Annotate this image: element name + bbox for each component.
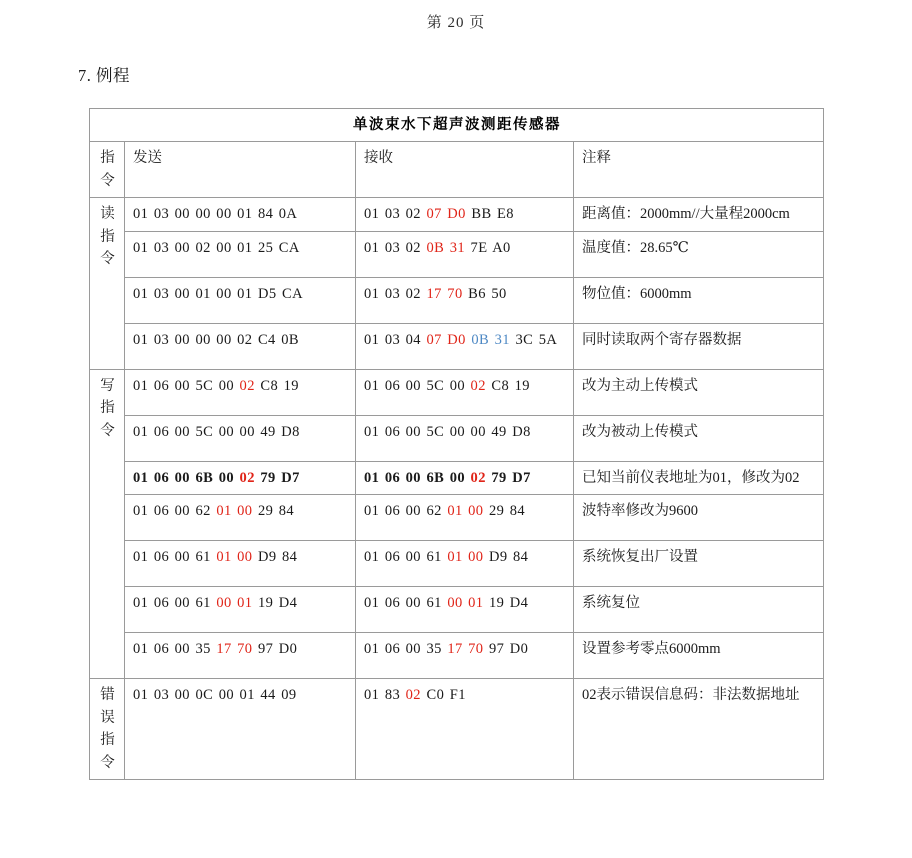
column-header-receive: 接收 — [356, 142, 574, 198]
send-frame-cell — [125, 369, 356, 415]
group-label: 读指令 — [100, 206, 115, 268]
table-row — [90, 541, 824, 587]
receive-frame-cell — [356, 461, 574, 494]
hex-highlight: 0B 31 — [426, 239, 466, 256]
send-frame-cell — [125, 541, 356, 587]
note-cell: 设置参考零点6000mm — [574, 633, 824, 679]
send-frame-cell — [125, 323, 356, 369]
hex-segment: 01 03 02 — [364, 285, 427, 302]
group-label: 写指令 — [100, 377, 115, 439]
send-frame-cell — [125, 495, 356, 541]
hex-segment: 01 06 00 5C 00 00 49 D8 — [133, 423, 300, 440]
hex-segment: 01 06 00 61 — [133, 549, 217, 566]
hex-segment: C0 F1 — [420, 687, 466, 704]
command-table-container — [89, 108, 823, 780]
hex-segment: B6 50 — [462, 285, 507, 302]
hex-highlight: 02 — [239, 469, 255, 486]
hex-segment: 01 06 00 5C 00 00 49 D8 — [364, 423, 531, 440]
hex-segment: 01 06 00 61 — [133, 595, 217, 612]
group-label-cell — [90, 679, 125, 780]
hex-segment: 29 84 — [252, 503, 295, 520]
send-frame-cell — [125, 679, 356, 780]
send-frame-cell — [125, 633, 356, 679]
note-cell: 改为主动上传模式 — [574, 369, 824, 415]
hex-segment: 19 D4 — [252, 595, 298, 612]
column-header-group-label: 指令 — [100, 150, 115, 189]
column-header-group — [90, 142, 125, 198]
send-frame-cell — [125, 461, 356, 494]
receive-frame-cell — [356, 633, 574, 679]
table-row — [90, 495, 824, 541]
send-frame-cell — [125, 415, 356, 461]
hex-segment: 01 06 00 6B 00 — [133, 469, 240, 486]
hex-segment: 01 03 02 — [364, 206, 427, 223]
receive-frame-cell — [356, 587, 574, 633]
hex-segment: 01 03 00 02 00 01 25 CA — [133, 239, 300, 256]
hex-highlight: 00 01 — [216, 595, 253, 612]
table-title: 单波束水下超声波测距传感器 — [90, 109, 824, 142]
hex-segment: 97 D0 — [252, 641, 298, 658]
command-table — [89, 108, 824, 780]
table-row — [90, 587, 824, 633]
column-header-send: 发送 — [125, 142, 356, 198]
note-cell: 02表示错误信息码：非法数据地址 — [574, 679, 824, 780]
note-cell: 波特率修改为9600 — [574, 495, 824, 541]
note-cell: 改为被动上传模式 — [574, 415, 824, 461]
receive-frame-cell — [356, 415, 574, 461]
table-row — [90, 679, 824, 780]
hex-highlight: 07 D0 — [426, 331, 466, 348]
table-row — [90, 231, 824, 277]
table-header-row — [90, 142, 824, 198]
hex-segment: 3C 5A — [509, 331, 558, 348]
send-frame-cell — [125, 198, 356, 231]
note-cell: 系统恢复出厂设置 — [574, 541, 824, 587]
receive-frame-cell — [356, 277, 574, 323]
hex-segment: 79 D7 — [485, 469, 531, 486]
hex-segment: 79 D7 — [254, 469, 300, 486]
hex-highlight: 02 — [470, 377, 486, 394]
hex-segment: 7E A0 — [465, 239, 511, 256]
page-header-number: 第 20 页 — [426, 15, 486, 31]
hex-highlight: 01 00 — [447, 503, 484, 520]
hex-segment: 01 06 00 35 — [364, 641, 448, 658]
hex-segment: 01 06 00 35 — [133, 641, 217, 658]
hex-segment: 01 06 00 5C 00 — [364, 377, 471, 394]
hex-segment: 29 84 — [483, 503, 526, 520]
table-row — [90, 323, 824, 369]
hex-segment: 01 06 00 5C 00 — [133, 377, 240, 394]
table-row — [90, 461, 824, 494]
table-row — [90, 277, 824, 323]
hex-segment: C8 19 — [254, 377, 299, 394]
table-row — [90, 369, 824, 415]
receive-frame-cell — [356, 679, 574, 780]
hex-segment: D9 84 — [483, 549, 529, 566]
section-title: 7. 例程 — [78, 66, 130, 85]
table-title-row — [90, 109, 824, 142]
column-header-note: 注释 — [574, 142, 824, 198]
table-row — [90, 415, 824, 461]
hex-highlight: 0B 31 — [471, 331, 510, 348]
hex-segment: 01 06 00 61 — [364, 595, 448, 612]
receive-frame-cell — [356, 495, 574, 541]
hex-segment: 01 83 — [364, 687, 406, 704]
hex-segment: 01 06 00 61 — [364, 549, 448, 566]
hex-segment: 01 03 00 01 00 01 D5 CA — [133, 285, 303, 302]
hex-highlight: 17 70 — [216, 641, 253, 658]
hex-segment: 01 06 00 62 — [133, 503, 217, 520]
receive-frame-cell — [356, 231, 574, 277]
receive-frame-cell — [356, 198, 574, 231]
hex-highlight: 01 00 — [216, 503, 253, 520]
group-label: 错误指令 — [100, 687, 115, 771]
hex-segment: 97 D0 — [483, 641, 529, 658]
hex-segment: D9 84 — [252, 549, 298, 566]
send-frame-cell — [125, 231, 356, 277]
hex-segment: 01 06 00 62 — [364, 503, 448, 520]
hex-highlight: 01 00 — [447, 549, 484, 566]
send-frame-cell — [125, 277, 356, 323]
receive-frame-cell — [356, 541, 574, 587]
send-frame-cell — [125, 587, 356, 633]
hex-highlight: 02 — [470, 469, 486, 486]
hex-segment: 01 03 00 0C 00 01 44 09 — [133, 687, 297, 704]
hex-segment: 19 D4 — [483, 595, 529, 612]
hex-segment: 01 03 00 00 00 01 84 0A — [133, 206, 298, 223]
note-cell: 距离值：2000mm//大量程2000cm — [574, 198, 824, 231]
hex-highlight: 00 01 — [447, 595, 484, 612]
hex-segment: C8 19 — [485, 377, 530, 394]
hex-segment: 01 06 00 6B 00 — [364, 469, 471, 486]
hex-segment: 01 03 00 00 00 02 C4 0B — [133, 331, 299, 348]
hex-highlight: 01 00 — [216, 549, 253, 566]
hex-segment: 01 03 04 — [364, 331, 427, 348]
group-label-cell — [90, 369, 125, 678]
note-cell: 温度值：28.65℃ — [574, 231, 824, 277]
hex-highlight: 17 70 — [426, 285, 463, 302]
receive-frame-cell — [356, 323, 574, 369]
hex-segment: 01 03 02 — [364, 239, 427, 256]
table-row — [90, 633, 824, 679]
note-cell: 系统复位 — [574, 587, 824, 633]
table-row — [90, 198, 824, 231]
hex-highlight: 07 D0 — [426, 206, 466, 223]
group-label-cell — [90, 198, 125, 369]
hex-highlight: 17 70 — [447, 641, 484, 658]
note-cell: 同时读取两个寄存器数据 — [574, 323, 824, 369]
receive-frame-cell — [356, 369, 574, 415]
hex-segment: BB E8 — [465, 206, 514, 223]
note-cell: 物位值：6000mm — [574, 277, 824, 323]
hex-highlight: 02 — [239, 377, 255, 394]
note-cell: 已知当前仪表地址为01，修改为02 — [574, 461, 824, 494]
hex-highlight: 02 — [405, 687, 421, 704]
